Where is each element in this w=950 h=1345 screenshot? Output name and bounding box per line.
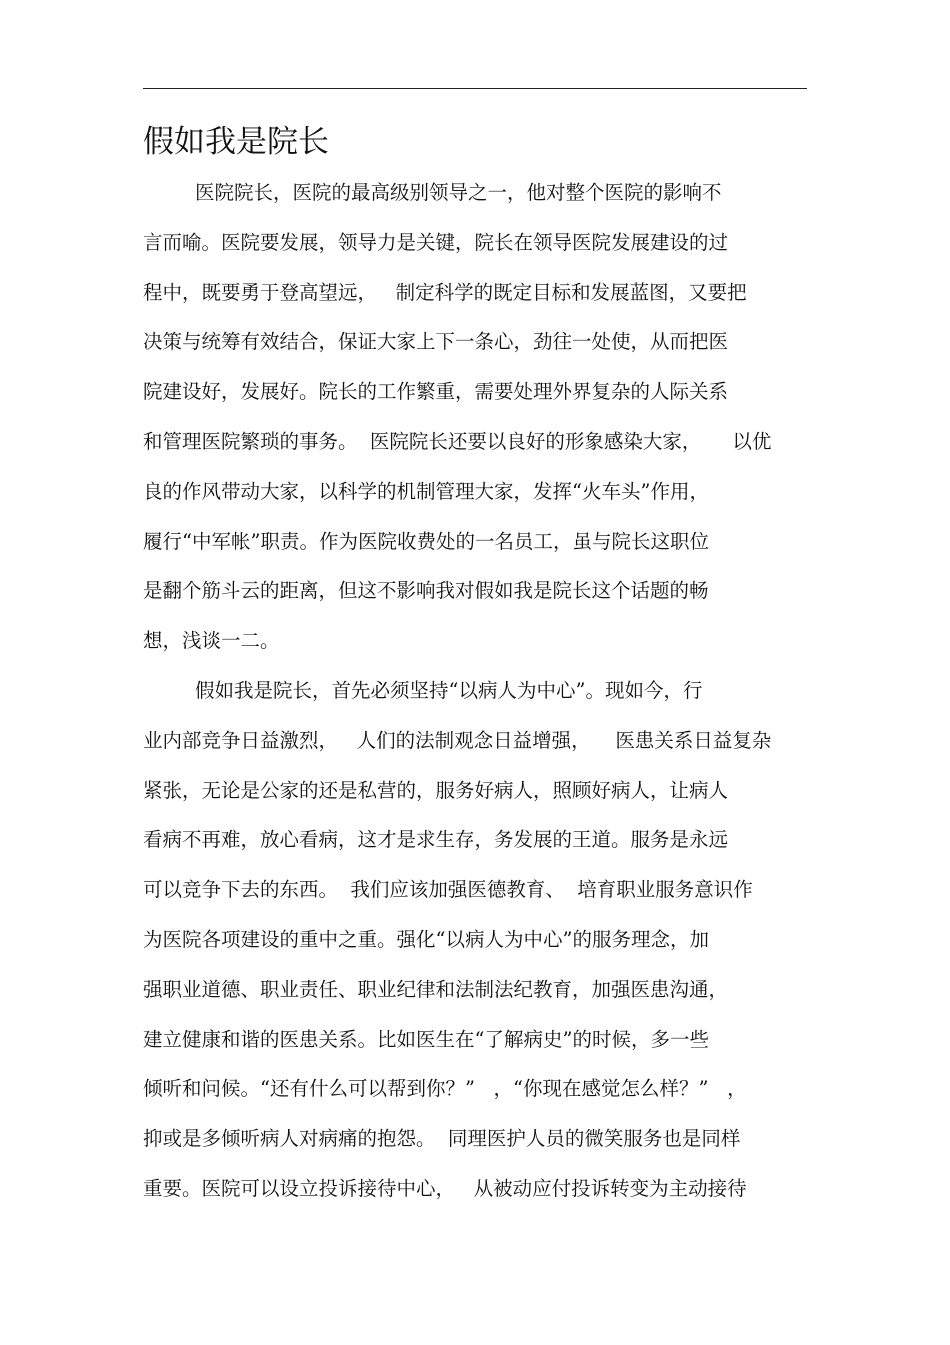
paragraph-line: 紧张，无论是公家的还是私营的，服务好病人，照顾好病人，让病人	[143, 778, 729, 802]
paragraph-line: 重要。医院可以设立投诉接待中心， 从被动应付投诉转变为主动接待	[143, 1176, 747, 1200]
paragraph-line: 为医院各项建设的重中之重。强化“以病人为中心”的服务理念，加	[143, 927, 709, 951]
header-rule	[143, 88, 807, 89]
paragraph-line: 可以竞争下去的东西。 我们应该加强医德教育、 培育职业服务意识作	[143, 878, 753, 902]
paragraph-line: 院建设好，发展好。院长的工作繁重，需要处理外界复杂的人际关系	[143, 380, 729, 404]
paragraph-line: 想，浅谈一二。	[143, 629, 280, 653]
document-title: 假如我是院长	[143, 124, 329, 160]
paragraph-line: 是翻个筋斗云的距离，但这不影响我对假如我是院长这个话题的畅	[143, 579, 709, 603]
paragraph-line: 和管理医院繁琐的事务。 医院院长还要以良好的形象感染大家， 以优	[143, 429, 772, 453]
document-body	[143, 168, 807, 1214]
paragraph-line: 倾听和问候。“还有什么可以帮到你？” ，“你现在感觉怎么样？” ，	[143, 1077, 747, 1101]
paragraph-line: 建立健康和谐的医患关系。比如医生在“了解病史”的时候，多一些	[143, 1027, 709, 1051]
paragraph-line: 假如我是院长，首先必须坚持“以病人为中心”。现如今，行	[195, 678, 703, 702]
paragraph-line: 言而喻。医院要发展，领导力是关键，院长在领导医院发展建设的过	[143, 230, 729, 254]
paragraph-line: 履行“中军帐”职责。作为医院收费处的一名员工，虽与院长这职位	[143, 529, 709, 553]
paragraph-line: 良的作风带动大家，以科学的机制管理大家，发挥“火车头”作用，	[143, 479, 709, 503]
paragraph-line: 强职业道德、职业责任、职业纪律和法制法纪教育，加强医患沟通，	[143, 977, 729, 1001]
paragraph-line: 看病不再难，放心看病，这才是求生存，务发展的王道。服务是永远	[143, 828, 729, 852]
paragraph-line: 抑或是多倾听病人对病痛的抱怨。 同理医护人员的微笑服务也是同样	[143, 1127, 741, 1151]
paragraph-line: 医院院长，医院的最高级别领导之一，他对整个医院的影响不	[195, 181, 722, 204]
paragraph-line: 业内部竞争日益激烈， 人们的法制观念日益增强， 医患关系日益复杂	[143, 728, 772, 752]
paragraph-line: 程中，既要勇于登高望远， 制定科学的既定目标和发展蓝图，又要把	[143, 280, 747, 304]
paragraph-line: 决策与统筹有效结合，保证大家上下一条心，劲往一处使，从而把医	[143, 330, 729, 354]
